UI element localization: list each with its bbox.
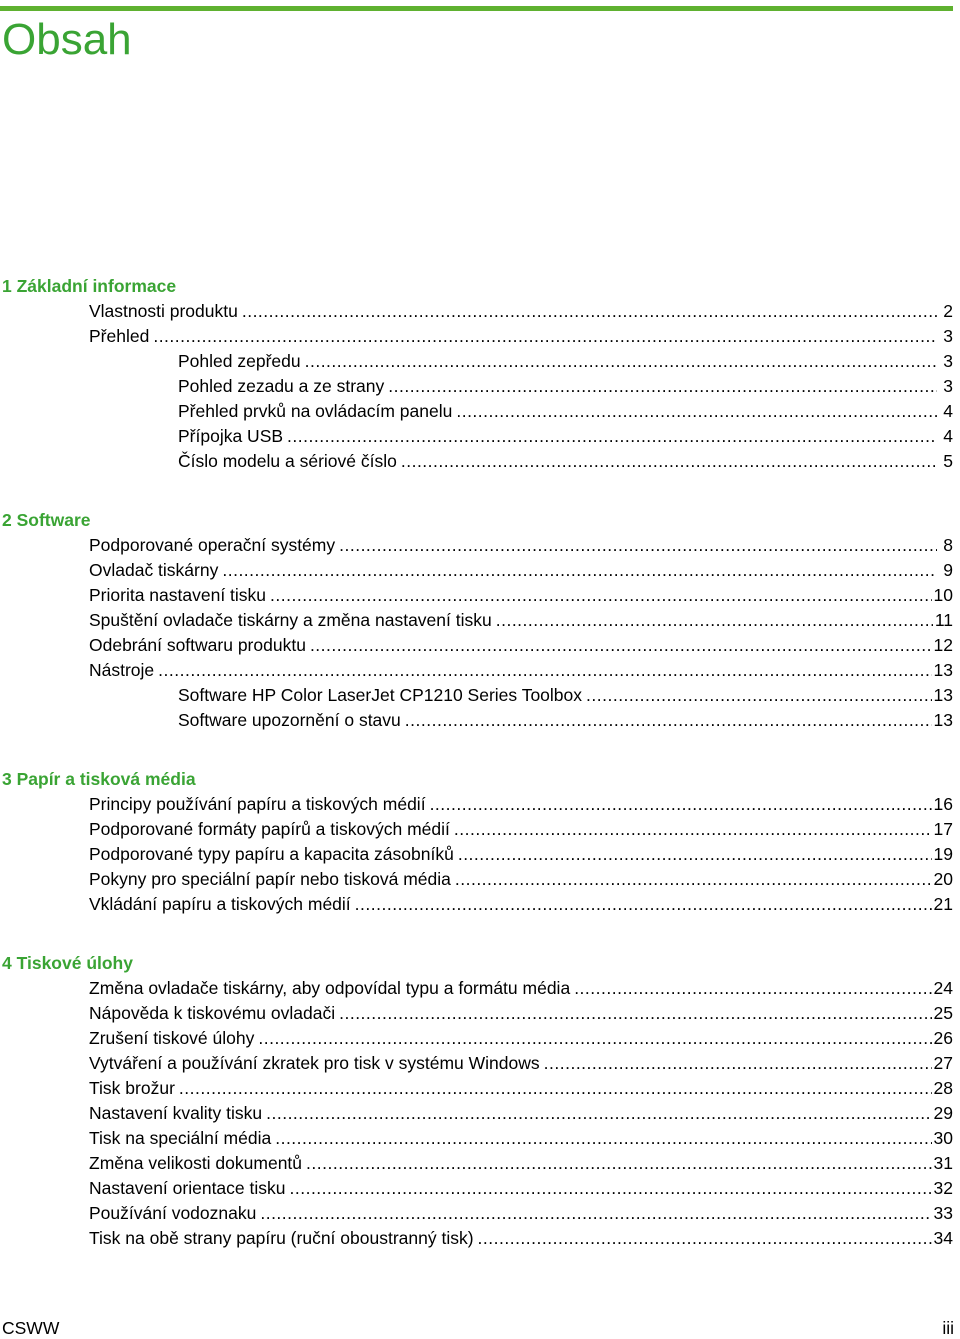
- toc-entry-label: Přípojka USB: [178, 426, 284, 446]
- toc-entry[interactable]: [0, 867, 953, 892]
- dot-leader: [270, 583, 932, 608]
- toc-entry-page: 3: [943, 376, 953, 396]
- toc-entry[interactable]: [0, 892, 953, 917]
- toc-entry[interactable]: [0, 1151, 953, 1176]
- toc-entry-label: Podporované typy papíru a kapacita zásobníků: [89, 844, 454, 864]
- toc-entry-label: Vytváření a používání zkratek pro tisk v systému Windows: [89, 1053, 540, 1073]
- toc-entry[interactable]: [0, 976, 953, 1001]
- toc-entry-label: Podporované formáty papírů a tiskových médií: [89, 819, 450, 839]
- toc-entry-page: 10: [933, 585, 953, 605]
- toc-entry-page: 3: [943, 326, 953, 346]
- dot-leader: [222, 558, 937, 583]
- toc-entry[interactable]: [0, 1076, 953, 1101]
- toc-entry-label: Přehled: [89, 326, 150, 346]
- dot-leader: [153, 324, 937, 349]
- toc-entry[interactable]: [0, 324, 953, 349]
- toc-chapter: [0, 767, 953, 917]
- dot-leader: [496, 608, 933, 633]
- toc-entry-label: Používání vodoznaku: [89, 1203, 257, 1223]
- toc-entry-label: Tisk na obě strany papíru (ruční oboustranný tisk): [89, 1228, 474, 1248]
- dot-leader: [544, 1051, 932, 1076]
- toc-entry-page: 24: [933, 978, 953, 998]
- toc-entry-page: 17: [933, 819, 953, 839]
- toc-entry-label: Pokyny pro speciální papír nebo tisková média: [89, 869, 451, 889]
- toc-entry-page: 3: [943, 351, 953, 371]
- toc-entry-page: 13: [933, 660, 953, 680]
- toc-entry[interactable]: [0, 1101, 953, 1126]
- toc-entry-page: 13: [933, 685, 953, 705]
- toc-entry-page: 34: [933, 1228, 953, 1248]
- toc-entry[interactable]: [0, 708, 953, 733]
- toc-entry[interactable]: [0, 424, 953, 449]
- dot-leader: [478, 1226, 932, 1251]
- table-of-contents: [0, 274, 953, 1285]
- toc-entry-label: Software HP Color LaserJet CP1210 Series Toolbox: [178, 685, 583, 705]
- dot-leader: [258, 1026, 931, 1051]
- toc-entry-page: 28: [933, 1078, 953, 1098]
- dot-leader: [310, 633, 932, 658]
- dot-leader: [574, 976, 931, 1001]
- footer-left-label: CSWW: [2, 1318, 60, 1338]
- toc-entry-page: 30: [933, 1128, 953, 1148]
- dot-leader: [260, 1201, 931, 1226]
- dot-leader: [339, 1001, 931, 1026]
- toc-entry[interactable]: [0, 374, 953, 399]
- toc-entry[interactable]: [0, 842, 953, 867]
- dot-leader: [266, 1101, 931, 1126]
- toc-entry-label: Principy používání papíru a tiskových médií: [89, 794, 426, 814]
- toc-entry[interactable]: [0, 1176, 953, 1201]
- dot-leader: [586, 683, 932, 708]
- toc-entry[interactable]: [0, 1126, 953, 1151]
- chapter-title[interactable]: 4 Tiskové úlohy: [2, 953, 133, 973]
- toc-entry-label: Změna velikosti dokumentů: [89, 1153, 303, 1173]
- toc-entry-page: 21: [933, 894, 953, 914]
- toc-entry-page: 11: [934, 610, 953, 630]
- toc-entry[interactable]: [0, 658, 953, 683]
- toc-entry-label: Zrušení tiskové úlohy: [89, 1028, 255, 1048]
- toc-entry-label: Pohled zezadu a ze strany: [178, 376, 385, 396]
- dot-leader: [405, 708, 932, 733]
- dot-leader: [456, 399, 937, 424]
- dot-leader: [275, 1126, 931, 1151]
- toc-entry[interactable]: [0, 1051, 953, 1076]
- toc-entry-page: 13: [933, 710, 953, 730]
- toc-entry-page: 31: [933, 1153, 953, 1173]
- toc-entry[interactable]: [0, 633, 953, 658]
- toc-entry-page: 4: [943, 401, 953, 421]
- toc-entry-label: Priorita nastavení tisku: [89, 585, 267, 605]
- toc-entry-page: 27: [933, 1053, 953, 1073]
- toc-entry-page: 25: [933, 1003, 953, 1023]
- toc-entry-label: Vkládání papíru a tiskových médií: [89, 894, 351, 914]
- dot-leader: [305, 349, 937, 374]
- toc-entry[interactable]: [0, 399, 953, 424]
- dot-leader: [158, 658, 931, 683]
- toc-entry[interactable]: [0, 349, 953, 374]
- toc-entry-label: Vlastnosti produktu: [89, 301, 238, 321]
- dot-leader: [388, 374, 937, 399]
- toc-entry[interactable]: [0, 583, 953, 608]
- toc-entry-label: Číslo modelu a sériové číslo: [178, 451, 397, 471]
- toc-entry-label: Tisk na speciální média: [89, 1128, 272, 1148]
- toc-entry-page: 5: [943, 451, 953, 471]
- dot-leader: [455, 867, 932, 892]
- toc-entry[interactable]: [0, 817, 953, 842]
- toc-entry[interactable]: [0, 1226, 953, 1251]
- toc-entry-page: 4: [943, 426, 953, 446]
- dot-leader: [430, 792, 932, 817]
- toc-entry[interactable]: [0, 558, 953, 583]
- toc-entry-page: 16: [933, 794, 953, 814]
- dot-leader: [179, 1076, 932, 1101]
- toc-entry-label: Nastavení orientace tisku: [89, 1178, 286, 1198]
- chapter-title[interactable]: 2 Software: [2, 510, 91, 530]
- page-number: iii: [942, 1318, 954, 1338]
- toc-entry-page: 20: [933, 869, 953, 889]
- toc-entry-page: 9: [943, 560, 953, 580]
- toc-entry[interactable]: [0, 608, 953, 633]
- dot-leader: [306, 1151, 932, 1176]
- toc-chapter: [0, 508, 953, 733]
- toc-entry-label: Spuštění ovladače tiskárny a změna nastavení tisku: [89, 610, 492, 630]
- dot-leader: [290, 1176, 932, 1201]
- toc-entry[interactable]: [0, 1026, 953, 1051]
- toc-entry-label: Odebrání softwaru produktu: [89, 635, 306, 655]
- toc-entry-label: Ovladač tiskárny: [89, 560, 219, 580]
- toc-entry-label: Tisk brožur: [89, 1078, 175, 1098]
- dot-leader: [287, 424, 937, 449]
- toc-entry-page: 2: [943, 301, 953, 321]
- toc-entry-label: Nástroje: [89, 660, 155, 680]
- top-rule: [0, 6, 953, 11]
- dot-leader: [458, 842, 932, 867]
- toc-entry-label: Software upozornění o stavu: [178, 710, 401, 730]
- toc-entry-page: 26: [933, 1028, 953, 1048]
- toc-entry[interactable]: [0, 533, 953, 558]
- dot-leader: [355, 892, 932, 917]
- toc-entry[interactable]: [0, 792, 953, 817]
- toc-entry-label: Nápověda k tiskovému ovladači: [89, 1003, 336, 1023]
- chapter-title[interactable]: 3 Papír a tisková média: [2, 769, 196, 789]
- dot-leader: [242, 299, 937, 324]
- toc-chapter: [0, 274, 953, 474]
- toc-entry-page: 8: [943, 535, 953, 555]
- toc-entry-page: 29: [933, 1103, 953, 1123]
- toc-entry-page: 19: [933, 844, 953, 864]
- toc-entry-page: 32: [933, 1178, 953, 1198]
- toc-entry[interactable]: [0, 1001, 953, 1026]
- toc-entry-label: Změna ovladače tiskárny, aby odpovídal typu a formátu média: [89, 978, 571, 998]
- toc-entry[interactable]: [0, 299, 953, 324]
- dot-leader: [401, 449, 937, 474]
- toc-entry[interactable]: [0, 449, 953, 474]
- toc-entry[interactable]: [0, 1201, 953, 1226]
- toc-entry-label: Podporované operační systémy: [89, 535, 336, 555]
- page-title: Obsah: [2, 15, 132, 64]
- toc-entry-label: Pohled zepředu: [178, 351, 301, 371]
- toc-entry-page: 33: [933, 1203, 953, 1223]
- toc-chapter: [0, 951, 953, 1251]
- dot-leader: [454, 817, 932, 842]
- dot-leader: [339, 533, 937, 558]
- chapter-title[interactable]: 1 Základní informace: [2, 276, 177, 296]
- toc-entry-page: 12: [933, 635, 953, 655]
- toc-entry-label: Nastavení kvality tisku: [89, 1103, 263, 1123]
- toc-entry-label: Přehled prvků na ovládacím panelu: [178, 401, 453, 421]
- toc-entry[interactable]: [0, 683, 953, 708]
